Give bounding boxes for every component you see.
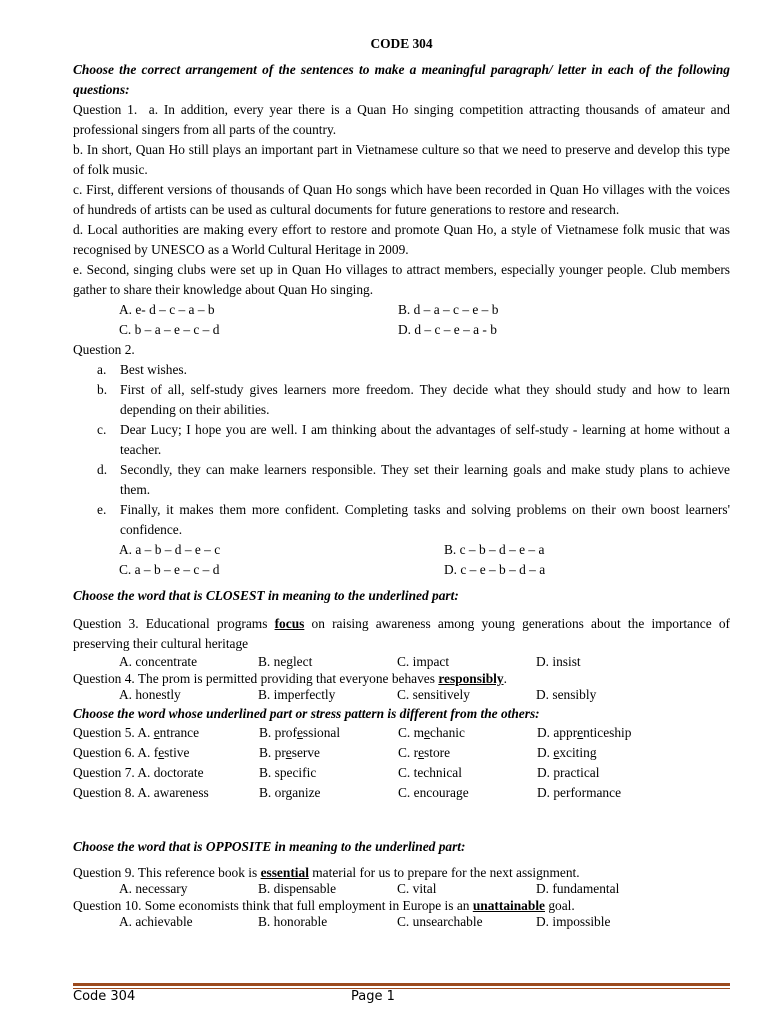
- q4-options: [73, 687, 730, 704]
- q7-option-c[interactable]: C. technical: [398, 764, 462, 780]
- q8-option-a[interactable]: Question 8. A. awareness: [73, 784, 209, 800]
- q7-option-b[interactable]: B. specific: [259, 764, 317, 780]
- q10-option-d[interactable]: D. impossible: [536, 914, 611, 929]
- q10-stem: [73, 898, 730, 915]
- q10-option-c[interactable]: C. unsearchable: [397, 914, 483, 929]
- q1-sentence-a: [73, 100, 730, 140]
- q2-option-c[interactable]: C. a – b – e – c – d: [119, 562, 220, 577]
- q3-option-c[interactable]: C. impact: [397, 654, 450, 669]
- q6-option-b[interactable]: B. preserve: [259, 744, 320, 760]
- section2-instruction: Choose the word that is CLOSEST in meaning to the underlined part:: [73, 588, 459, 603]
- q1-option-a[interactable]: A. e- d – c – a – b: [119, 302, 215, 317]
- q9-option-d[interactable]: D. fundamental: [536, 881, 620, 896]
- q2-label: Question 2.: [73, 342, 135, 357]
- q9-stem: [73, 865, 730, 882]
- q5-option-d[interactable]: D. apprenticeship: [537, 724, 632, 740]
- q2-item-text: Best wishes.: [120, 362, 187, 377]
- q2-option-b[interactable]: B. c – b – d – e – a: [444, 542, 545, 557]
- q1-sentence-d: d. Local authorities are making every effort to restore and promote Quan Ho, a style of Vietnamese folk music that was recognised by UNESCO as a World Cultural Heritage in 2009.: [73, 222, 730, 257]
- q5-row: [73, 723, 730, 743]
- q3-pre: Question 3. Educational programs: [73, 616, 275, 631]
- q2-item-text: First of all, self-study gives learners more freedom. They decide what they should study and how to learn depending on their abilities.: [120, 382, 730, 417]
- q2-item-c: [73, 420, 730, 460]
- q4-underlined-word: responsibly: [438, 670, 504, 686]
- q10-option-b[interactable]: B. honorable: [258, 914, 328, 929]
- q2-item-letter: b.: [97, 382, 108, 397]
- page-title: CODE 304: [370, 36, 433, 51]
- q1-option-c[interactable]: C. b – a – e – c – d: [119, 322, 220, 337]
- q2-item-text: Dear Lucy; I hope you are well. I am thinking about the advantages of self-study - learning at home without a teacher.: [120, 422, 730, 457]
- q2-item-letter: d.: [97, 462, 108, 477]
- q7-option-a[interactable]: Question 7. A. doctorate: [73, 764, 204, 780]
- section1-instruction: Choose the correct arrangement of the sentences to make a meaningful paragraph/ letter in each of the following questions:: [73, 62, 730, 97]
- q9-option-b[interactable]: B. dispensable: [258, 881, 337, 896]
- q8-row: [73, 783, 730, 803]
- q8-option-d[interactable]: D. performance: [537, 784, 622, 800]
- q2-item-letter: c.: [97, 422, 107, 437]
- q6-option-d[interactable]: D. exciting: [537, 744, 597, 760]
- q10-underlined-word: unattainable: [472, 897, 545, 913]
- q9-post: material for us to prepare for the next assignment.: [308, 864, 580, 880]
- q6-option-c[interactable]: C. restore: [398, 744, 451, 760]
- q4-pre: Question 4. The prom is permitted providing that everyone behaves: [73, 670, 439, 686]
- q9-options: [73, 881, 730, 898]
- q5-option-b[interactable]: B. professional: [259, 724, 341, 740]
- q8-option-c[interactable]: C. encourage: [398, 784, 469, 800]
- footer-divider: [73, 983, 730, 989]
- q10-option-a[interactable]: A. achievable: [119, 914, 193, 929]
- q1-option-d[interactable]: D. d – c – e – a - b: [398, 322, 497, 337]
- q1-sentence-e: e. Second, singing clubs were set up in Quan Ho villages to attract members, especially younger people. Club members gather to share their knowledge about Quan Ho singing.: [73, 262, 730, 297]
- q2-item-letter: e.: [97, 502, 107, 517]
- footer-page-number: Page 1: [351, 989, 395, 1004]
- q1-a-text: a. In addition, every year there is a Quan Ho singing competition attracting thousands of amateur and professional singers from all parts of the country.: [73, 102, 730, 137]
- q9-underlined-word: essential: [260, 864, 309, 880]
- q2-option-d[interactable]: D. c – e – b – d – a: [444, 562, 546, 577]
- q3-options: [73, 654, 730, 671]
- q9-option-a[interactable]: A. necessary: [119, 881, 188, 896]
- q2-item-text: Finally, it makes them more confident. Completing tasks and solving problems on their own boost learners' confidence.: [120, 502, 730, 537]
- q4-option-c[interactable]: C. sensitively: [397, 687, 470, 702]
- q3-stem: [73, 614, 730, 654]
- section4-instruction: Choose the word that is OPPOSITE in meaning to the underlined part:: [73, 838, 466, 854]
- q10-options: [73, 914, 730, 931]
- q5-option-c[interactable]: C. mechanic: [398, 724, 465, 740]
- q1-sentence-c: c. First, different versions of thousands of Quan Ho songs which have been recorded in Quan Ho villages with the voices of hundreds of artists can be used as cultural documents for future generations to restore and research.: [73, 182, 730, 217]
- q10-post: goal.: [545, 897, 575, 913]
- q2-item-a: [73, 360, 730, 380]
- q7-option-d[interactable]: D. practical: [537, 764, 600, 780]
- phonetics-rows: [73, 723, 730, 803]
- q9-option-c[interactable]: C. vital: [397, 881, 437, 896]
- q1-sentence-b: b. In short, Quan Ho still plays an important part in Vietnamese culture so that we need to preserve and develop this type of folk music.: [73, 142, 730, 177]
- q3-post: on raising awareness among young generations about the importance of preserving their cultural heritage: [73, 616, 731, 651]
- q4-option-d[interactable]: D. sensibly: [536, 687, 597, 702]
- q2-item-text: Secondly, they can make learners responsible. They set their learning goals and make study plans to achieve them.: [120, 462, 730, 497]
- q1-option-b[interactable]: B. d – a – c – e – b: [398, 302, 499, 317]
- q4-option-a[interactable]: A. honestly: [119, 687, 181, 702]
- q2-item-d: [73, 460, 730, 500]
- q2-options: [73, 540, 730, 580]
- q1-label: Question 1.: [73, 102, 138, 117]
- footer-code: Code 304: [73, 989, 136, 1004]
- q3-option-a[interactable]: A. concentrate: [119, 654, 198, 669]
- section3-instruction: Choose the word whose underlined part or stress pattern is different from the others:: [73, 705, 540, 721]
- q2-option-a[interactable]: A. a – b – d – e – c: [119, 542, 221, 557]
- q4-post: .: [503, 670, 507, 686]
- q3-option-b[interactable]: B. neglect: [258, 654, 313, 669]
- q6-row: [73, 743, 730, 763]
- q2-sentence-list: [73, 360, 730, 540]
- q1-options: [73, 300, 730, 340]
- q8-option-b[interactable]: B. organize: [259, 784, 321, 800]
- q4-option-b[interactable]: B. imperfectly: [258, 687, 336, 702]
- q2-item-letter: a.: [97, 362, 107, 377]
- q4-stem: [73, 671, 730, 688]
- q10-pre: Question 10. Some economists think that full employment in Europe is an: [73, 897, 473, 913]
- q6-option-a[interactable]: Question 6. A. festive: [73, 744, 190, 760]
- q7-row: [73, 763, 730, 783]
- q3-option-d[interactable]: D. insist: [536, 654, 581, 669]
- q3-underlined-word: focus: [274, 616, 305, 631]
- exam-page: [73, 34, 730, 931]
- q5-option-a[interactable]: Question 5. A. entrance: [73, 724, 200, 740]
- q2-item-b: [73, 380, 730, 420]
- q9-pre: Question 9. This reference book is: [73, 864, 261, 880]
- q2-item-e: [73, 500, 730, 540]
